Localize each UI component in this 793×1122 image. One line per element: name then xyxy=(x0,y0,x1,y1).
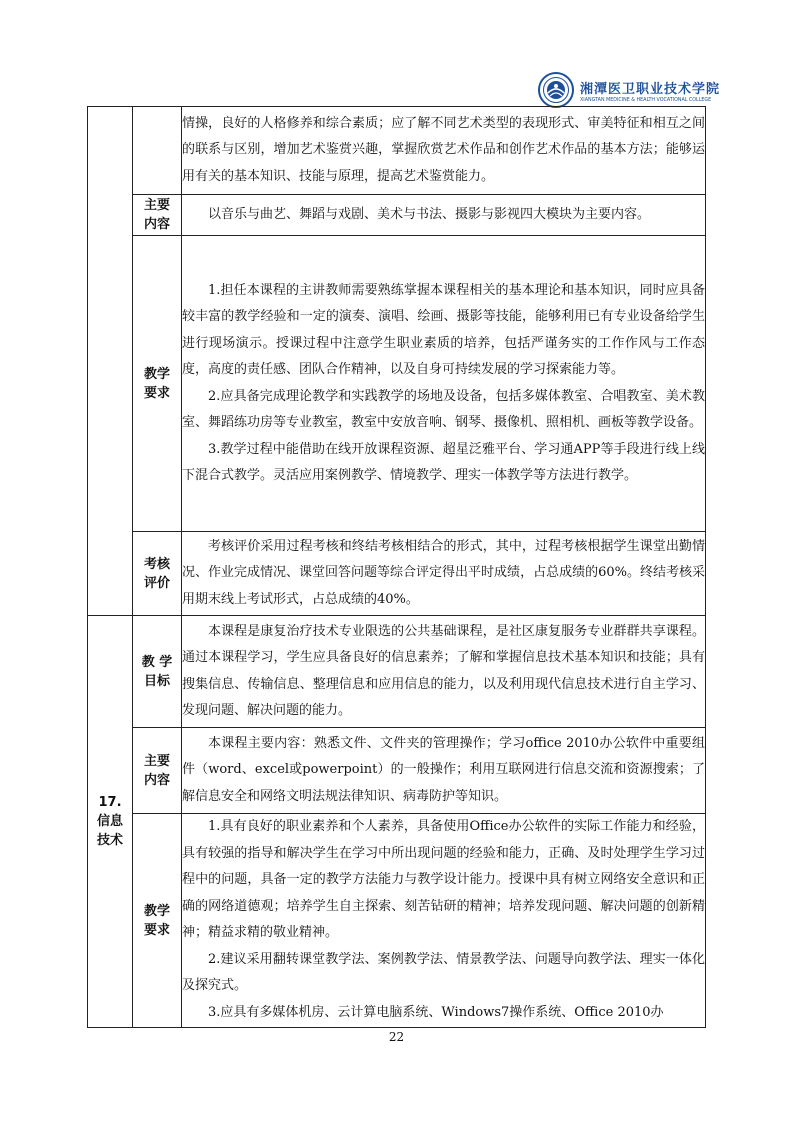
content-cell xyxy=(182,728,706,814)
art-req-3: 3.教学过程中能借助在线开放课程资源、超星泛雅平台、学习通APP等手段进行线上线下混合式教学。灵活应用案例教学、情境教学、理实一体教学等方法进行教学。 xyxy=(182,441,705,483)
course-name-1: 信息 xyxy=(96,814,123,829)
page-number: 22 xyxy=(388,1030,405,1044)
it-req-2: 2.建议采用翻转课堂教学法、案例教学法、情景教学法、问题导向教学法、理实一体化及探究式。 xyxy=(182,951,705,993)
table-row xyxy=(88,236,706,532)
content-cell xyxy=(182,532,706,616)
label-cell: 教 学 目标 xyxy=(133,616,182,728)
college-emblem-icon xyxy=(538,72,574,108)
table-row xyxy=(88,616,706,728)
it-req-3: 3.应具有多媒体机房、云计算电脑系统、Windows7操作系统、Office 2010办 xyxy=(208,1004,664,1020)
college-name-en: XIANGTAN MEDICINE & HEALTH VOCATIONAL COLLEGE xyxy=(580,97,712,103)
label-cell-empty xyxy=(133,107,182,195)
label-cell: 教学 要求 xyxy=(133,814,182,1028)
art-assess-text: 考核评价采用过程考核和终结考核相结合的形式，其中，过程考核根据学生课堂出勤情况、作业完成情况、课堂回答问题等综合评定得出平时成绩，占总成绩的60%。终结考核采用期末线上考试形式，占总成绩的40%。 xyxy=(182,538,705,607)
label-cell: 主要 内容 xyxy=(133,195,182,236)
art-req-2: 2.应具备完成理论教学和实践教学的场地及设备，包括多媒体教室、合唱教室、美术教室、舞蹈练功房等专业教室，教室中安放音响、钢琴、摄像机、照相机、画板等教学设备。 xyxy=(182,388,705,430)
table-row xyxy=(88,814,706,1028)
course-table xyxy=(87,106,706,1028)
art-content-text: 以音乐与曲艺、舞蹈与戏剧、美术与书法、摄影与影视四大模块为主要内容。 xyxy=(208,206,651,222)
table-row xyxy=(88,728,706,814)
course-number: 17. xyxy=(98,795,122,810)
content-cell xyxy=(182,814,706,1028)
label-cell: 教学 要求 xyxy=(133,236,182,532)
college-name-cn: 湘潭医卫职业技术学院 xyxy=(580,81,721,97)
table-row xyxy=(88,107,706,195)
label-cell: 考核 评价 xyxy=(133,532,182,616)
label-cell: 主要 内容 xyxy=(133,728,182,814)
art-goal-continued: 情操，良好的人格修养和综合素质；应了解不同艺术类型的表现形式、审美特征和相互之间的联系与区别，增加艺术鉴赏兴趣，掌握欣赏艺术作品和创作艺术作品的基本方法；能够运用有关的基本知识、技能与原理，提高艺术鉴赏能力。 xyxy=(182,115,705,184)
course-name-2: 技术 xyxy=(96,833,123,848)
course-name-cell xyxy=(88,616,133,1028)
content-cell xyxy=(182,107,706,195)
it-req-1: 1.具有良好的职业素养和个人素养，具备使用Office办公软件的实际工作能力和经验，具有较强的指导和解决学生在学习中所出现问题的经验和能力，正确、及时处理学生学习过程中的问题，具备一定的教学方法能力与教学设计能力。授课中具有树立网络安全意识和正确的网络道德观；培养学生自主探索、刻苦钻研的精神；培养发现问题、解决问题的创新精神；精益求精的敬业精神。 xyxy=(182,819,705,940)
it-content-text: 本课程主要内容：熟悉文件、文件夹的管理操作；学习office 2010办公软件中重要组件（word、excel或powerpoint）的一般操作；利用互联网进行信息交流和资源搜索；了解信息安全和网络文明法规法律知识、病毒防护等知识。 xyxy=(182,735,705,804)
it-goal-text: 本课程是康复治疗技术专业限选的公共基础课程，是社区康复服务专业群群共享课程。通过本课程学习，学生应具备良好的信息素养；了解和掌握信息技术基本知识和技能；具有搜集信息、传输信息、整理信息和应用信息的能力，以及利用现代信息技术进行自主学习、发现问题、解决问题的能力。 xyxy=(182,623,705,718)
content-cell xyxy=(182,195,706,236)
college-logo xyxy=(538,72,721,108)
table-row xyxy=(88,195,706,236)
course-name-cell-empty xyxy=(88,107,133,616)
content-cell xyxy=(182,616,706,728)
art-req-1: 1.担任本课程的主讲教师需要熟练掌握本课程相关的基本理论和基本知识，同时应具备较丰富的教学经验和一定的演奏、演唱、绘画、摄影等技能，能够利用已有专业设备给学生进行现场演示。授课过程中注意学生职业素质的培养，包括严谨务实的工作作风与工作态度，高度的责任感、团队合作精神，以及自身可持续发展的学习探索能力等。 xyxy=(182,282,705,377)
content-cell xyxy=(182,236,706,532)
table-row xyxy=(88,532,706,616)
